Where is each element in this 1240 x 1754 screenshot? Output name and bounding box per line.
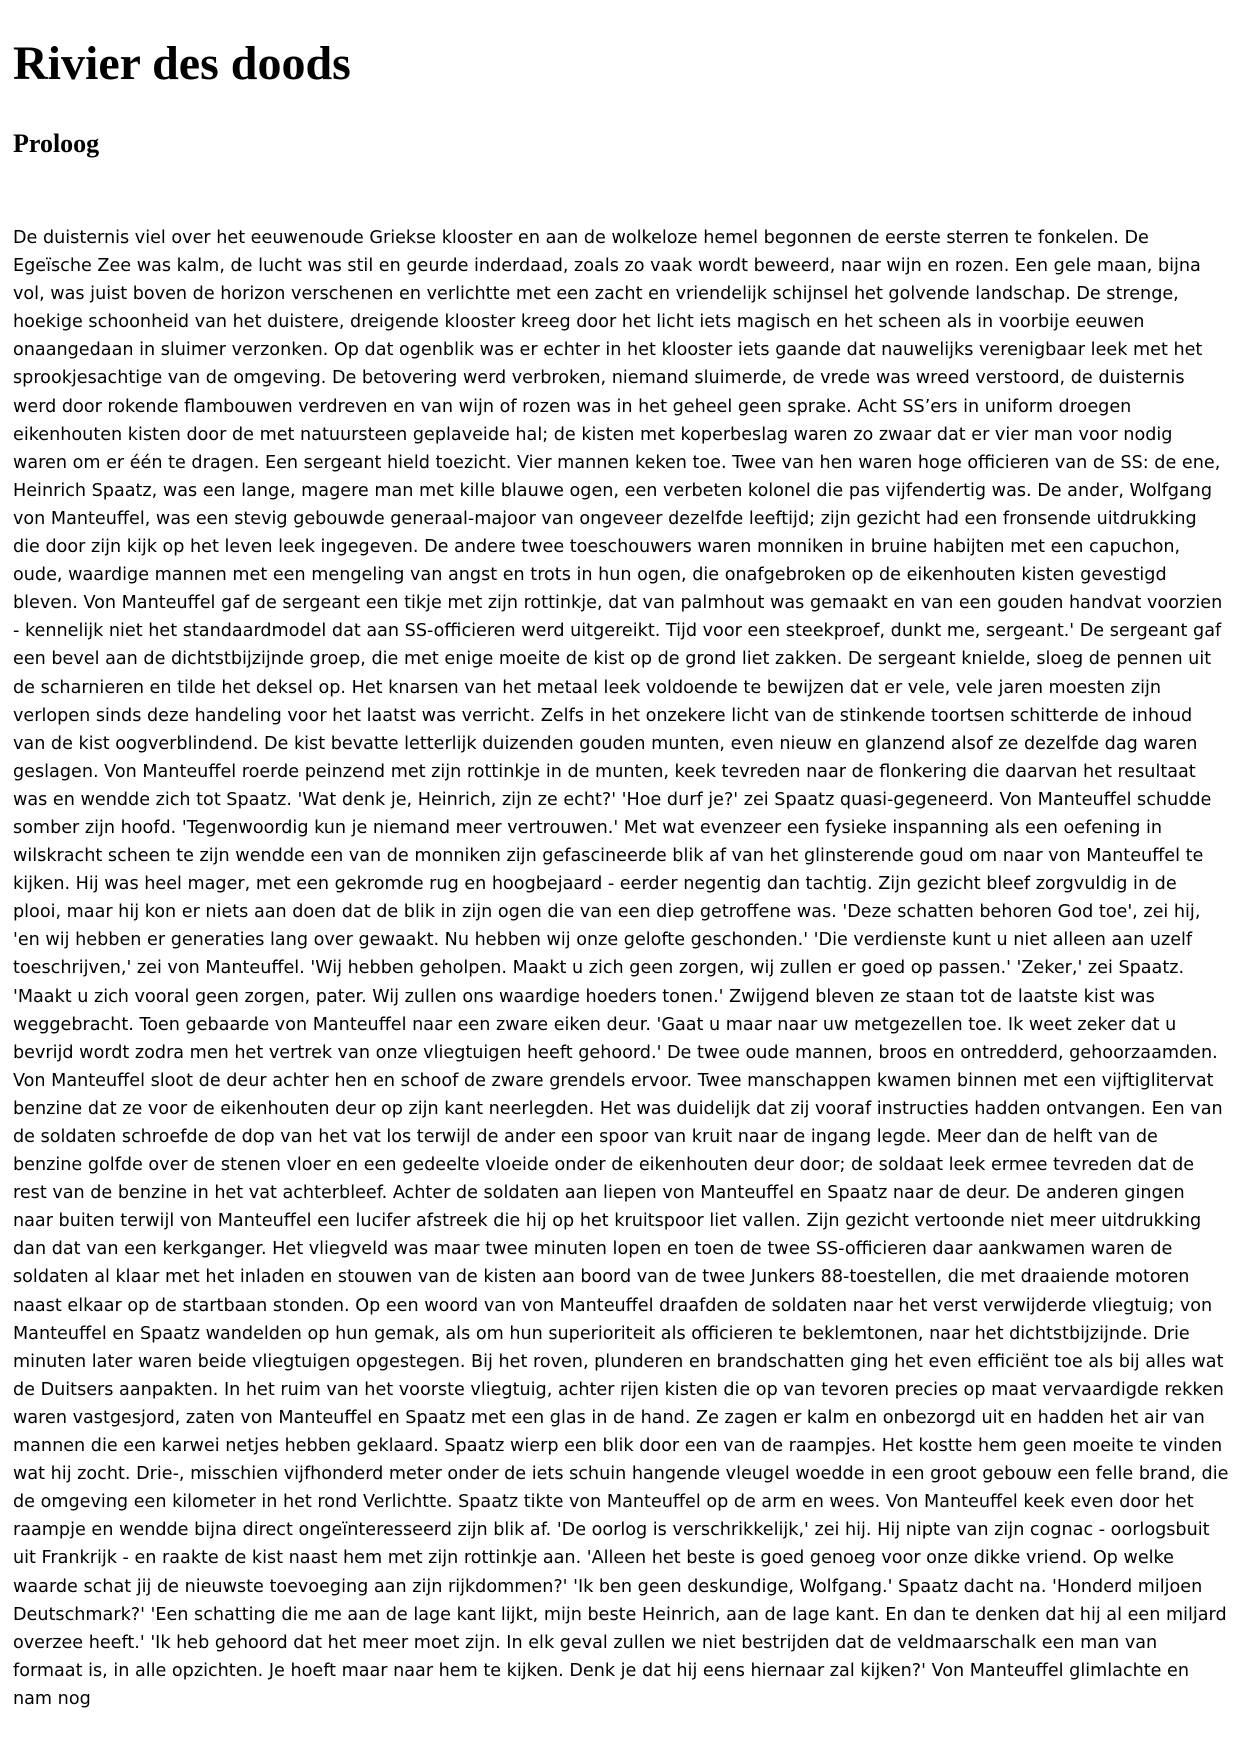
document-title: Rivier des doods (13, 37, 351, 90)
chapter-heading: Proloog (13, 129, 100, 158)
document-page (13, 0, 1229, 1754)
body-paragraph: De duisternis viel over het eeuwenoude Griekse klooster en aan de wolkeloze hemel begonnen de eerste sterren te fonkelen. De Egeïsche Zee was kalm, de lucht was stil en geurde inderdaad, zoals zo vaak wordt beweerd, naar wijn en rozen. Een gele maan, bijna vol, was juist boven de horizon verschenen en verlichtte met een zacht en vriendelijk schijnsel het golvende landschap. De strenge, hoekige schoonheid van het duistere, dreigende klooster kreeg door het licht iets magisch en het scheen als in voorbije eeuwen onaangedaan in sluimer verzonken. Op dat ogenblik was er echter in het klooster iets gaande dat nauwelijks verenigbaar leek met het sprookjesachtige van de omgeving. De betovering werd verbroken, niemand sluimerde, de vrede was wreed verstoord, de duisternis werd door rokende flambouwen verdreven en van wijn of rozen was in het geheel geen sprake. Acht SS’ers in uniform droegen eikenhouten kisten door de met natuursteen geplaveide hal; de kisten met koperbeslag waren zo zwaar dat er vier man voor nodig waren om er één te dragen. Een sergeant hield toezicht. Vier mannen keken toe. Twee van hen waren hoge officieren van de SS: de ene, Heinrich Spaatz, was een lange, magere man met kille blauwe ogen, een verbeten kolonel die pas vijfendertig was. De ander, Wolfgang von Manteuffel, was een stevig gebouwde generaal-majoor van ongeveer dezelfde leeftijd; zijn gezicht had een fronsende uitdrukking die door zijn kijk op het leven leek ingegeven. De andere twee toeschouwers waren monniken in bruine habijten met een capuchon, oude, waardige mannen met een mengeling van angst en trots in hun ogen, die onafgebroken op de eikenhouten kisten gevestigd bleven. Von Manteuffel gaf de sergeant een tikje met zijn rottinkje, dat van palmhout was gemaakt en van een gouden handvat voorzien - kennelijk niet het standaardmodel dat aan SS-officieren werd uitgereikt. Tijd voor een steekproef, dunkt me, sergeant.' De sergeant gaf een bevel aan de dichtstbijzijnde groep, die met enige moeite de kist op de grond liet zakken. De sergeant knielde, sloeg de pennen uit de scharnieren en tilde het deksel op. Het knarsen van het metaal leek voldoende te bewijzen dat er vele, vele jaren moesten zijn verlopen sinds deze handeling voor het laatst was verricht. Zelfs in het onzekere licht van de stinkende toortsen schitterde de inhoud van de kist oogverblindend. De kist bevatte letterlijk duizenden gouden munten, even nieuw en glanzend alsof ze dezelfde dag waren geslagen. Von Manteuffel roerde peinzend met zijn rottinkje in de munten, keek tevreden naar de flonkering die daarvan het resultaat was en wendde zich tot Spaatz. 'Wat denk je, Heinrich, zijn ze echt?' 'Hoe durf je?' zei Spaatz quasi-gegeneerd. Von Manteuffel schudde somber zijn hoofd. 'Tegenwoordig kun je niemand meer vertrouwen.' Met wat evenzeer een fysieke inspanning als een oefening in wilskracht scheen te zijn wendde een van de monniken zijn gefascineerde blik af van het glinsterende goud om naar von Manteuffel te kijken. Hij was heel mager, met een gekromde rug en hoogbejaard - eerder negentig dan tachtig. Zijn gezicht bleef zorgvuldig in de plooi, maar hij kon er niets aan doen dat de blik in zijn ogen die van een diep getroffene was. 'Deze schatten behoren God toe', zei hij, 'en wij hebben er generaties lang over gewaakt. Nu hebben wij onze gelofte geschonden.' 'Die verdienste kunt u niet alleen aan uzelf toeschrijven,' zei von Manteuffel. 'Wij hebben geholpen. Maakt u zich geen zorgen, wij zullen er goed op passen.' 'Zeker,' zei Spaatz. 'Maakt u zich vooral geen zorgen, pater. Wij zullen ons waardige hoeders tonen.' Zwijgend bleven ze staan tot de laatste kist was weggebracht. Toen gebaarde von Manteuffel naar een zware eiken deur. 'Gaat u maar naar uw metgezellen toe. Ik weet zeker dat u bevrijd wordt zodra men het vertrek van onze vliegtuigen heeft gehoord.' De twee oude mannen, broos en ontredderd, gehoorzaamden. Von Manteuffel sloot de deur achter hen en schoof de zware grendels ervoor. Twee manschappen kwamen binnen met een vijftiglitervat benzine dat ze voor de eikenhouten deur op zijn kant neerlegden. Het was duidelijk dat zij vooraf instructies hadden ontvangen. Een van de soldaten schroefde de dop van het vat los terwijl de ander een spoor van kruit naar de ingang legde. Meer dan de helft van de benzine golfde over de stenen vloer en een gedeelte vloeide onder de eikenhouten deur door; de soldaat leek ermee tevreden dat de rest van de benzine in het vat achterbleef. Achter de soldaten aan liepen von Manteuffel en Spaatz naar de deur. De anderen gingen naar buiten terwijl von Manteuffel een lucifer afstreek die hij op het kruitspoor liet vallen. Zijn gezicht vertoonde niet meer uitdrukking dan dat van een kerkganger. Het vliegveld was maar twee minuten lopen en toen de twee SS-officieren daar aankwamen waren de soldaten al klaar met het inladen en stouwen van de kisten aan boord van de twee Junkers 88-toestellen, die met draaiende motoren naast elkaar op de startbaan stonden. Op een woord van von Manteuffel draafden de soldaten naar het verst verwijderde vliegtuig; von Manteuffel en Spaatz wandelden op hun gemak, als om hun superioriteit als officieren te beklemtonen, naar het dichtstbijzijnde. Drie minuten later waren beide vliegtuigen opgestegen. Bij het roven, plunderen en brandschatten ging het even efficiënt toe als bij alles wat de Duitsers aanpakten. In het ruim van het voorste vliegtuig, achter rijen kisten die op van tevoren precies op maat vervaardigde rekken waren vastgesjord, zaten von Manteuffel en Spaatz met een glas in de hand. Ze zagen er kalm en onbezorgd uit en hadden het air van mannen die een karwei netjes hebben geklaard. Spaatz wierp een blik door een van de raampjes. Het kostte hem geen moeite te vinden wat hij zocht. Drie-, misschien vijfhonderd meter onder de iets schuin hangende vleugel woedde in een groot gebouw een felle brand, die de omgeving een kilometer in het rond Verlichtte. Spaatz tikte von Manteuffel op de arm en wees. Von Manteuffel keek even door het raampje en wendde bijna direct ongeïnteresseerd zijn blik af. 'De oorlog is verschrikkelijk,' zei hij. Hij nipte van zijn cognac - oorlogsbuit uit Frankrijk - en raakte de kist naast hem met zijn rottinkje aan. 'Alleen het beste is goed genoeg voor onze dikke vriend. Op welke waarde schat jij de nieuwste toevoeging aan zijn rijkdommen?' 'Ik ben geen deskundige, Wolfgang.' Spaatz dacht na. 'Honderd miljoen Deutschmark?' 'Een schatting die me aan de lage kant lijkt, mijn beste Heinrich, aan de lage kant. En dan te denken dat hij al een miljard overzee heeft.' 'Ik heb gehoord dat het meer moet zijn. In elk geval zullen we niet bestrijden dat de veldmaarschalk een man van formaat is, in alle opzichten. Je hoeft maar naar hem te kijken. Denk je dat hij eens hiernaar zal kijken?' Von Manteuffel glimlachte en nam nog (13, 228, 1229, 1709)
